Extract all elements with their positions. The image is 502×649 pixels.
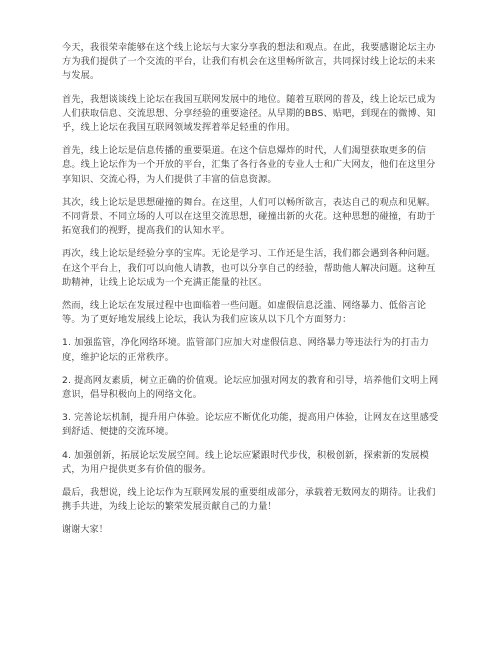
idea-exchange-paragraph: 其次，线上论坛是思想碰撞的舞台。在这里，人们可以畅所欲言，表达自己的观点和见解。不同背景、不同立场的人可以在这里交流思想，碰撞出新的火花。这种思想的碰撞，有助于拓宽我们的视野，提高我们的认知水平。 bbox=[62, 196, 436, 237]
forum-status-paragraph: 首先，我想谈谈线上论坛在我国互联网发展中的地位。随着互联网的普及，线上论坛已成为人们获取信息、交流思想、分享经验的重要途径。从早期的BBS、贴吧，到现在的微博、知乎，线上论坛在我国互联网领域发挥着举足轻重的作用。 bbox=[62, 93, 436, 134]
speech-document bbox=[62, 41, 440, 538]
problems-paragraph: 然而，线上论坛在发展过程中也面临着一些问题。如虚假信息泛滥、网络暴力、低俗言论等。为了更好地发展线上论坛，我认为我们应该从以下几个方面努力： bbox=[62, 300, 427, 326]
experience-sharing-paragraph: 再次，线上论坛是经验分享的宝库。无论是学习、工作还是生活，我们都会遇到各种问题。在这个平台上，我们可以向他人请教，也可以分享自己的经验，帮助他人解决问题。这种互助精神，让线上论坛成为一个充满正能量的社区。 bbox=[62, 248, 436, 288]
suggestion-list bbox=[62, 336, 440, 477]
conclusion-paragraph: 最后，我想说，线上论坛作为互联网发展的重要组成部分，承载着无数网友的期待。让我们携手共进，为线上论坛的繁荣发展贡献自己的力量！ bbox=[62, 487, 436, 513]
list-item: 2. 提高网友素质，树立正确的价值观。论坛应加强对网友的教育和引导，培养他们文明上网意识，倡导积极向上的网络文化。 bbox=[62, 374, 439, 401]
list-item: 1. 加强监管，净化网络环境。监管部门应加大对虚假信息、网络暴力等违法行为的打击力度，维护论坛的正常秩序。 bbox=[62, 337, 429, 363]
closing-line: 谢谢大家！ bbox=[62, 524, 108, 536]
information-channel-paragraph: 首先，线上论坛是信息传播的重要渠道。在这个信息爆炸的时代，人们渴望获取更多的信息。线上论坛作为一个开放的平台，汇集了各行各业的专业人士和广大网友，他们在这里分享知识、交流心得，为人们提供了丰富的信息资源。 bbox=[62, 145, 436, 185]
list-item: 4. 加强创新，拓展论坛发展空间。线上论坛应紧跟时代步伐，积极创新，探索新的发展模式，为用户提供更多有价值的服务。 bbox=[62, 449, 429, 475]
intro-paragraph: 今天，我很荣幸能够在这个线上论坛与大家分享我的想法和观点。在此，我要感谢论坛主办方为我们提供了一个交流的平台，让我们有机会在这里畅所欲言，共同探讨线上论坛的未来与发展。 bbox=[62, 42, 436, 82]
list-item: 3. 完善论坛机制，提升用户体验。论坛应不断优化功能，提高用户体验，让网友在这里感受到舒适、便捷的交流环境。 bbox=[62, 412, 439, 438]
